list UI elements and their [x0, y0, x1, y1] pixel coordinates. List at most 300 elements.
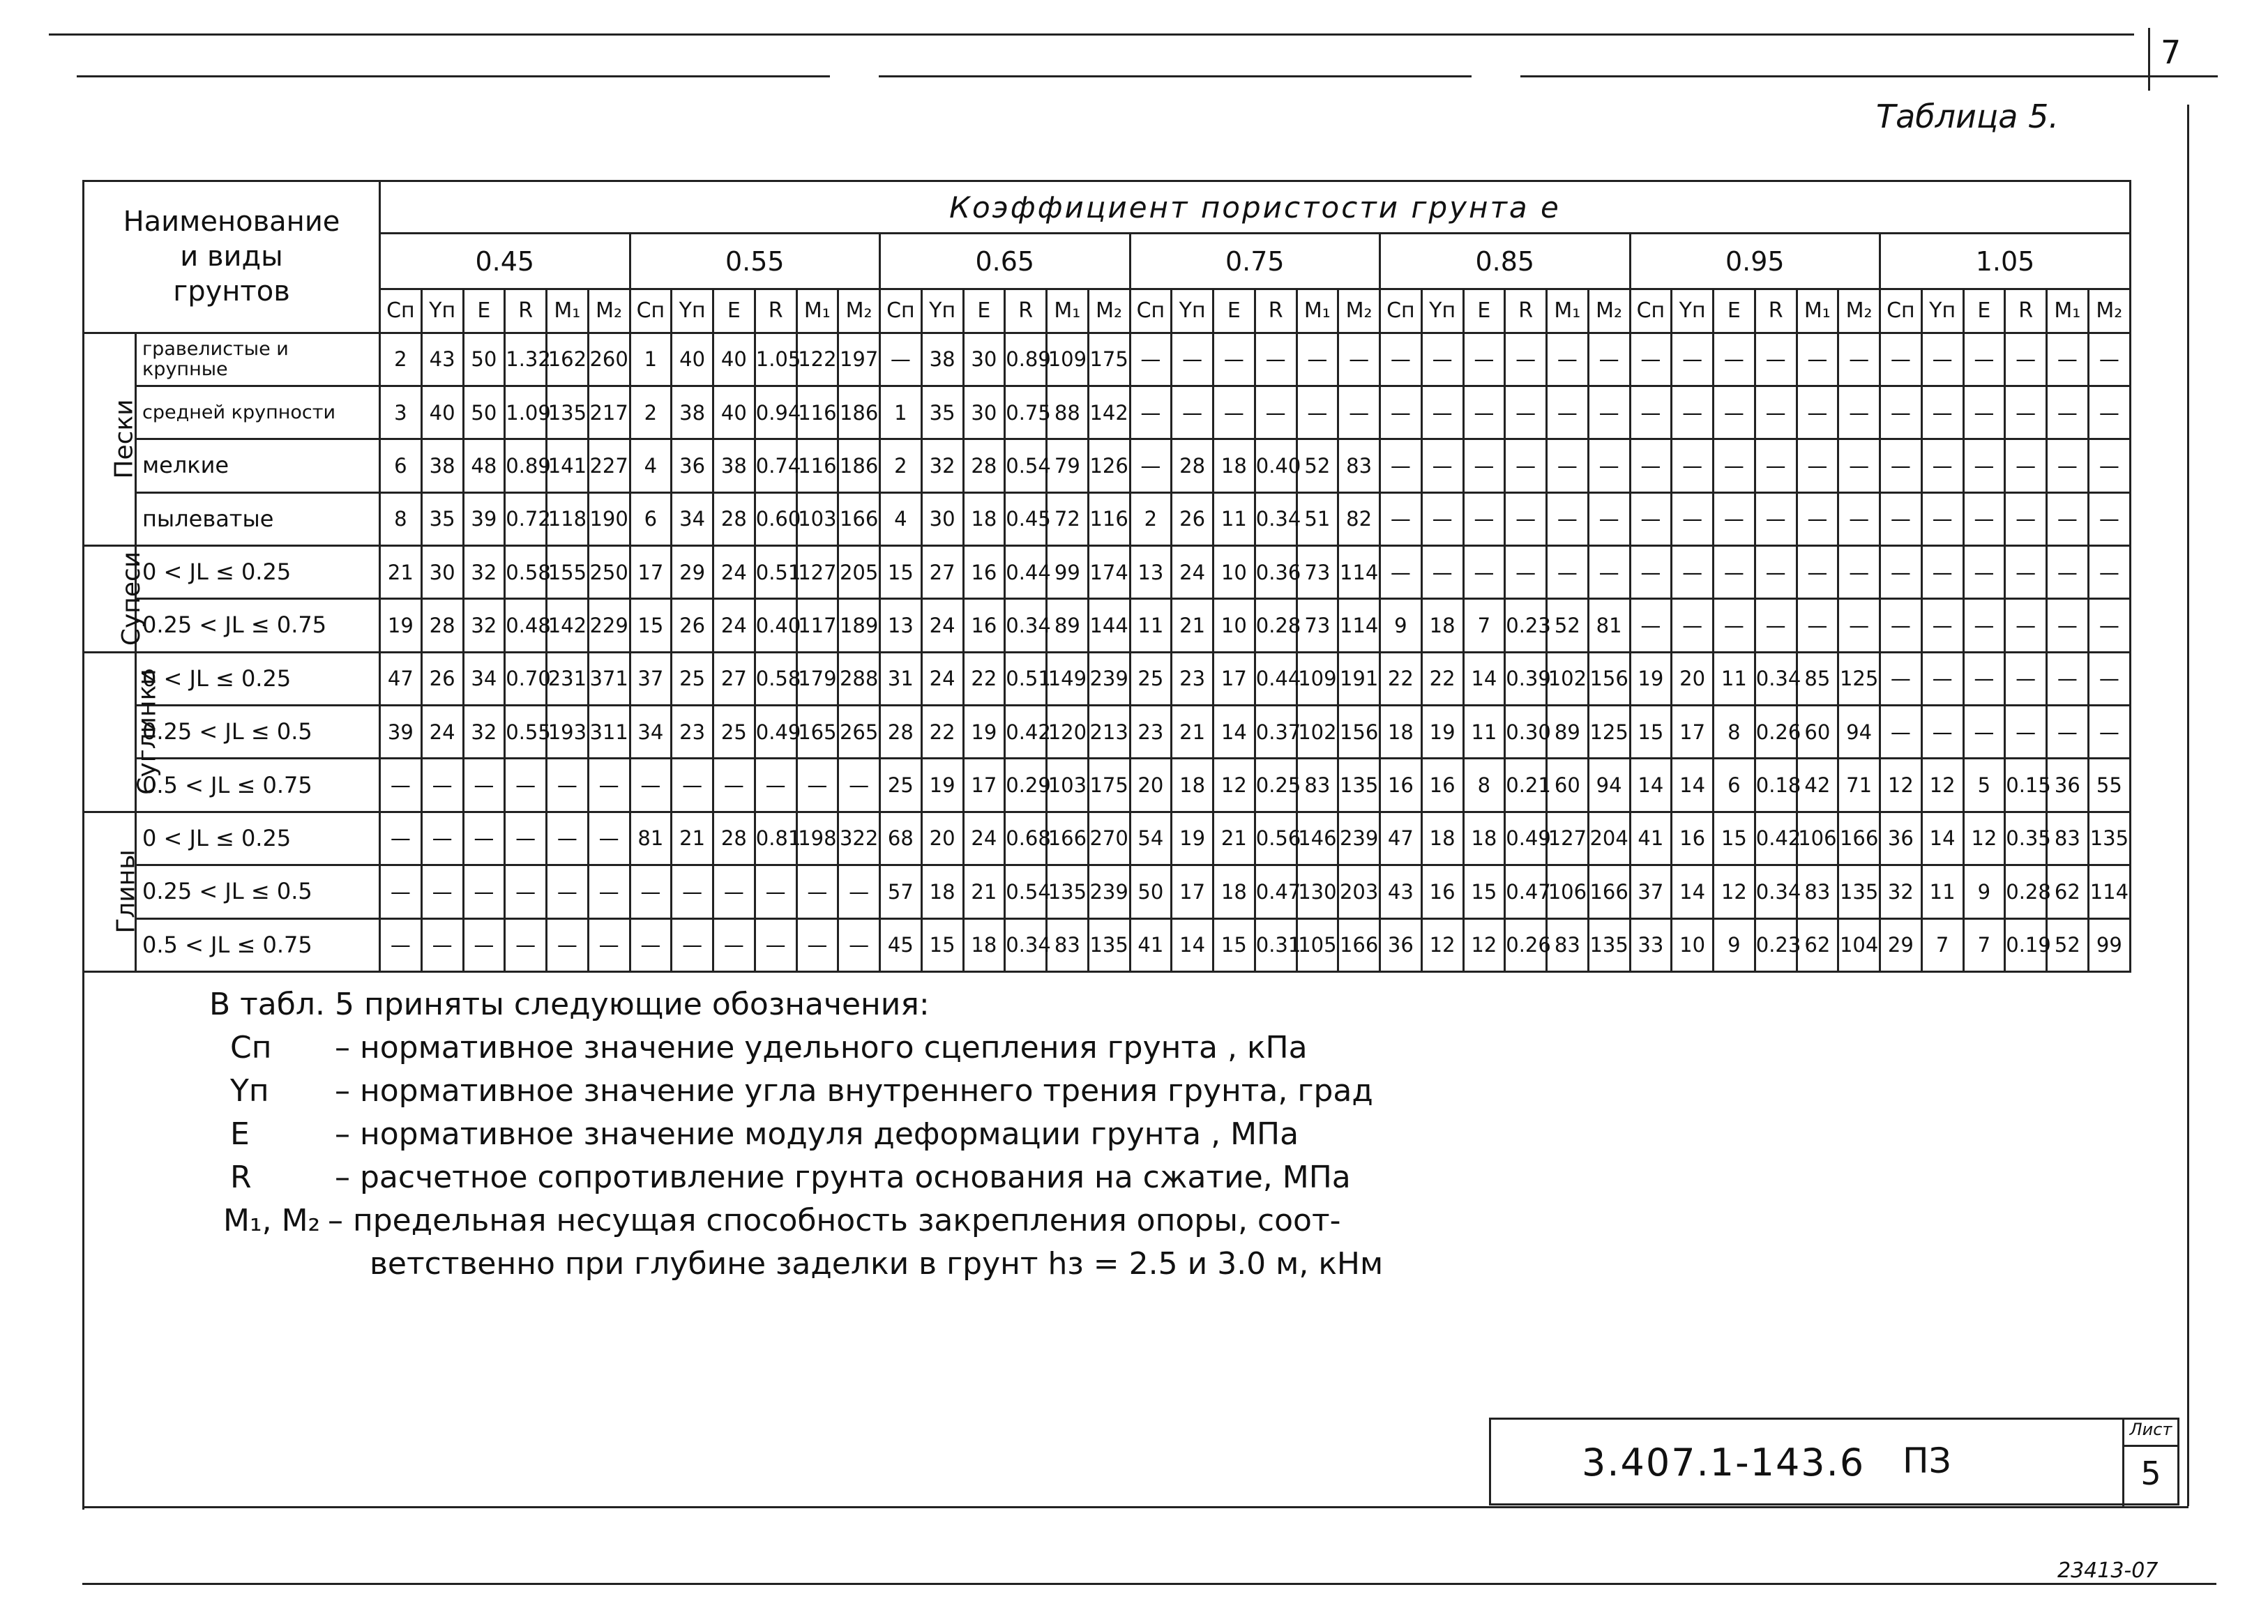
table-cell: 13	[880, 599, 922, 652]
table-cell: 24	[921, 599, 963, 652]
table-cell: 0.51	[1005, 652, 1047, 705]
table-cell: —	[588, 812, 630, 865]
table-cell: 8	[1463, 759, 1505, 812]
table-cell: 15	[1214, 918, 1255, 971]
table-cell: 38	[421, 439, 463, 492]
table-cell: —	[1755, 492, 1797, 545]
table-cell: —	[1921, 333, 1963, 386]
table-cell: 37	[630, 652, 672, 705]
table-cell: 40	[713, 333, 755, 386]
table-cell: —	[1547, 546, 1589, 599]
table-cell: —	[2047, 652, 2089, 705]
table-cell: —	[1672, 599, 1714, 652]
table-cell: 18	[1172, 759, 1214, 812]
table-cell: —	[1921, 546, 1963, 599]
table-cell: —	[588, 759, 630, 812]
table-cell: 0.56	[1255, 812, 1296, 865]
param-header: M₂	[838, 289, 880, 333]
table-cell: 18	[1214, 865, 1255, 918]
table-cell: 156	[1338, 706, 1380, 759]
param-header: Cп	[880, 289, 922, 333]
table-cell: 12	[1880, 759, 1922, 812]
table-cell: 26	[421, 652, 463, 705]
table-cell: 32	[463, 599, 505, 652]
table-cell: 175	[1088, 759, 1130, 812]
param-header: Cп	[1880, 289, 1922, 333]
table-cell: 0.89	[1005, 333, 1047, 386]
table-cell: 21	[672, 812, 713, 865]
table-cell: 122	[796, 333, 838, 386]
table-cell: 8	[1714, 706, 1755, 759]
table-cell: —	[2047, 546, 2089, 599]
table-cell: —	[380, 759, 422, 812]
table-cell: 105	[1296, 918, 1338, 971]
table-cell: 47	[380, 652, 422, 705]
table-cell: —	[547, 812, 589, 865]
param-header: M₂	[588, 289, 630, 333]
table-cell: 0.75	[1005, 386, 1047, 439]
table-cell: 130	[1296, 865, 1338, 918]
soil-type-label: 0.5 < JL ≤ 0.75	[136, 918, 380, 971]
table-cell: 0.49	[755, 706, 796, 759]
soil-type-label: гравелистые и крупные	[136, 333, 380, 386]
archive-number: 23413-07	[2057, 1558, 2159, 1583]
soil-group-label: Глины	[84, 812, 136, 971]
table-cell: 0.25	[1255, 759, 1296, 812]
e-value-header: 1.05	[1880, 234, 2131, 289]
soil-group-label: Супеси	[84, 546, 136, 653]
table-cell: —	[2005, 599, 2047, 652]
soil-group-label: Суглинки	[84, 652, 136, 812]
top-rule-1	[49, 33, 2134, 36]
table-cell: —	[672, 865, 713, 918]
param-header: E	[963, 289, 1005, 333]
table-cell: 16	[1421, 865, 1463, 918]
notes-section	[209, 983, 1383, 1286]
soil-type-label: средней крупности	[136, 386, 380, 439]
param-header: M₂	[1338, 289, 1380, 333]
table-cell: 14	[1921, 812, 1963, 865]
table-cell: —	[1963, 333, 2005, 386]
param-header: E	[1963, 289, 2005, 333]
table-cell: 0.34	[1005, 918, 1047, 971]
table-cell: 14	[1463, 652, 1505, 705]
table-cell: 3	[380, 386, 422, 439]
table-cell: 0.28	[2005, 865, 2047, 918]
table-cell: 18	[963, 918, 1005, 971]
table-cell: 22	[1380, 652, 1422, 705]
table-cell: —	[1505, 546, 1547, 599]
table-cell: —	[1963, 386, 2005, 439]
table-cell: —	[463, 918, 505, 971]
title-block-stamp	[1489, 1418, 2179, 1505]
table-cell: 142	[1088, 386, 1130, 439]
table-cell: 32	[463, 546, 505, 599]
table-cell: 186	[838, 386, 880, 439]
table-cell: 205	[838, 546, 880, 599]
table-cell: 106	[1797, 812, 1838, 865]
param-header: Cп	[1130, 289, 1172, 333]
table-cell: 39	[463, 492, 505, 545]
table-cell: —	[755, 918, 796, 971]
soil-type-label: 0.25 < JL ≤ 0.5	[136, 706, 380, 759]
table-cell: 239	[1088, 865, 1130, 918]
table-cell: —	[1421, 492, 1463, 545]
table-cell: 1	[630, 333, 672, 386]
table-cell: 60	[1547, 759, 1589, 812]
table-cell: 28	[880, 706, 922, 759]
table-cell: 15	[1463, 865, 1505, 918]
table-cell: 144	[1088, 599, 1130, 652]
table-row	[84, 386, 2131, 439]
table-cell: —	[1130, 386, 1172, 439]
table-cell: 0.36	[1255, 546, 1296, 599]
table-cell: 11	[1921, 865, 1963, 918]
e-value-header: 0.65	[880, 234, 1131, 289]
table-cell: 52	[2047, 918, 2089, 971]
bottom-rule	[82, 1506, 2188, 1508]
table-cell: —	[630, 865, 672, 918]
table-cell: —	[1547, 333, 1589, 386]
table-cell: 11	[1214, 492, 1255, 545]
table-cell: —	[1672, 386, 1714, 439]
table-cell: 62	[2047, 865, 2089, 918]
table-cell: —	[1838, 599, 1880, 652]
table-cell: 68	[880, 812, 922, 865]
param-header: R	[2005, 289, 2047, 333]
table-cell: —	[838, 865, 880, 918]
table-cell: —	[547, 865, 589, 918]
table-cell: 2	[1130, 492, 1172, 545]
table-cell: —	[1838, 546, 1880, 599]
table-cell: 21	[380, 546, 422, 599]
table-cell: 72	[1047, 492, 1089, 545]
table-cell: —	[796, 759, 838, 812]
table-cell: 0.19	[2005, 918, 2047, 971]
table-cell: —	[1588, 546, 1630, 599]
table-cell: 127	[796, 546, 838, 599]
table-cell: 12	[1463, 918, 1505, 971]
table-cell: 12	[1421, 918, 1463, 971]
table-cell: —	[1797, 333, 1838, 386]
table-cell: —	[1172, 333, 1214, 386]
table-row	[84, 918, 2131, 971]
e-value-header: 0.45	[380, 234, 630, 289]
table-cell: 125	[1588, 706, 1630, 759]
table-cell: 9	[1714, 918, 1755, 971]
table-cell: —	[1755, 439, 1797, 492]
table-cell: 18	[963, 492, 1005, 545]
table-cell: 22	[921, 706, 963, 759]
soil-type-label: 0.25 < JL ≤ 0.5	[136, 865, 380, 918]
table-cell: —	[2047, 386, 2089, 439]
table-cell: 88	[1047, 386, 1089, 439]
table-cell: 116	[1088, 492, 1130, 545]
table-cell: —	[1714, 333, 1755, 386]
table-cell: 83	[1338, 439, 1380, 492]
table-cell: 229	[588, 599, 630, 652]
table-cell: —	[2088, 333, 2130, 386]
table-cell: —	[2005, 333, 2047, 386]
table-cell: 21	[1172, 599, 1214, 652]
table-cell: 11	[1463, 706, 1505, 759]
table-row	[84, 652, 2131, 705]
table-cell: 21	[963, 865, 1005, 918]
document-type: ПЗ	[1903, 1441, 1951, 1481]
table-cell: 94	[1838, 706, 1880, 759]
table-cell: 94	[1588, 759, 1630, 812]
table-cell: 36	[1380, 918, 1422, 971]
table-cell: —	[1255, 333, 1296, 386]
table-cell: —	[463, 812, 505, 865]
table-cell: —	[1463, 492, 1505, 545]
table-cell: 102	[1547, 652, 1589, 705]
table-cell: —	[1380, 439, 1422, 492]
table-cell: 25	[672, 652, 713, 705]
table-cell: 35	[421, 492, 463, 545]
param-header: M₁	[547, 289, 589, 333]
table-cell: 24	[963, 812, 1005, 865]
table-cell: 146	[1296, 812, 1338, 865]
table-cell: —	[1755, 546, 1797, 599]
table-cell: 18	[1380, 706, 1422, 759]
table-cell: 12	[1214, 759, 1255, 812]
table-cell: —	[1672, 546, 1714, 599]
table-cell: 19	[380, 599, 422, 652]
table-cell: —	[1963, 439, 2005, 492]
soil-properties-table	[82, 180, 2131, 973]
table-cell: —	[1672, 439, 1714, 492]
table-cell: —	[2005, 546, 2047, 599]
e-value-header: 0.55	[630, 234, 880, 289]
sheet-box	[2122, 1420, 2177, 1508]
table-cell: 166	[1047, 812, 1089, 865]
table-cell: —	[1921, 439, 1963, 492]
table-cell: 227	[588, 439, 630, 492]
table-cell: 174	[1088, 546, 1130, 599]
table-cell: —	[1921, 599, 1963, 652]
table-cell: 47	[1380, 812, 1422, 865]
table-cell: 36	[2047, 759, 2089, 812]
table-cell: 156	[1588, 652, 1630, 705]
table-cell: 55	[2088, 759, 2130, 812]
table-cell: 62	[1797, 918, 1838, 971]
table-cell: —	[713, 759, 755, 812]
table-cell: —	[1505, 492, 1547, 545]
table-cell: 52	[1547, 599, 1589, 652]
param-header: E	[1214, 289, 1255, 333]
table-cell: 0.51	[755, 546, 796, 599]
table-cell: 186	[838, 439, 880, 492]
table-cell: —	[547, 918, 589, 971]
table-cell: —	[1797, 599, 1838, 652]
table-cell: 18	[1421, 599, 1463, 652]
table-cell: 14	[1214, 706, 1255, 759]
table-cell: —	[880, 333, 922, 386]
table-cell: 32	[1880, 865, 1922, 918]
table-cell: 166	[1838, 812, 1880, 865]
table-cell: —	[1963, 546, 2005, 599]
sheet-label: Лист	[2124, 1420, 2177, 1447]
table-cell: 2	[380, 333, 422, 386]
table-cell: —	[2088, 386, 2130, 439]
table-cell: 0.58	[505, 546, 547, 599]
soil-type-label: 0.25 < JL ≤ 0.75	[136, 599, 380, 652]
table-cell: 179	[796, 652, 838, 705]
table-cell: 13	[1130, 546, 1172, 599]
table-cell: —	[1421, 546, 1463, 599]
table-cell: 0.40	[1255, 439, 1296, 492]
table-cell: 1	[880, 386, 922, 439]
table-cell: —	[2005, 492, 2047, 545]
table-cell: —	[1172, 386, 1214, 439]
table-cell: 7	[1463, 599, 1505, 652]
table-cell: 1.09	[505, 386, 547, 439]
table-cell: —	[1797, 386, 1838, 439]
param-header: Cп	[1380, 289, 1422, 333]
table-cell: 16	[1672, 812, 1714, 865]
table-cell: 109	[1296, 652, 1338, 705]
table-cell: 20	[1672, 652, 1714, 705]
table-cell: —	[1505, 333, 1547, 386]
table-cell: —	[630, 759, 672, 812]
table-cell: 20	[921, 812, 963, 865]
table-cell: 83	[2047, 812, 2089, 865]
table-cell: —	[1463, 439, 1505, 492]
table-cell: 0.35	[2005, 812, 2047, 865]
table-cell: —	[1880, 652, 1922, 705]
table-cell: —	[421, 759, 463, 812]
table-cell: 0.37	[1255, 706, 1296, 759]
table-cell: —	[2088, 599, 2130, 652]
param-header: E	[1714, 289, 1755, 333]
table-cell: —	[1588, 386, 1630, 439]
table-cell: 9	[1380, 599, 1422, 652]
table-cell: —	[1421, 386, 1463, 439]
table-cell: —	[1380, 386, 1422, 439]
table-cell: 73	[1296, 599, 1338, 652]
table-cell: —	[1755, 386, 1797, 439]
table-cell: 89	[1047, 599, 1089, 652]
table-cell: —	[2088, 492, 2130, 545]
page-number: 7	[2161, 33, 2182, 71]
table-cell: —	[1380, 546, 1422, 599]
table-cell: 30	[963, 386, 1005, 439]
table-cell: —	[713, 918, 755, 971]
table-cell: 0.34	[1755, 652, 1797, 705]
table-cell: 0.34	[1255, 492, 1296, 545]
table-cell: —	[713, 865, 755, 918]
table-cell: —	[1838, 439, 1880, 492]
table-cell: 135	[1838, 865, 1880, 918]
table-cell: —	[1255, 386, 1296, 439]
param-header: Yп	[921, 289, 963, 333]
param-header: Cп	[630, 289, 672, 333]
table-cell: 0.23	[1755, 918, 1797, 971]
table-cell: 50	[463, 386, 505, 439]
soil-type-label: мелкие	[136, 439, 380, 492]
table-cell: 204	[1588, 812, 1630, 865]
table-cell: 12	[1714, 865, 1755, 918]
table-cell: 0.26	[1505, 918, 1547, 971]
table-cell: 203	[1338, 865, 1380, 918]
table-cell: 30	[921, 492, 963, 545]
table-cell: —	[672, 759, 713, 812]
table-cell: —	[1130, 333, 1172, 386]
table-cell: 125	[1838, 652, 1880, 705]
footer-rule	[82, 1583, 2216, 1585]
table-cell: 12	[1921, 759, 1963, 812]
table-cell: 32	[463, 706, 505, 759]
table-cell: —	[505, 918, 547, 971]
table-cell: —	[2005, 706, 2047, 759]
param-header: Yп	[1672, 289, 1714, 333]
table-cell: 32	[921, 439, 963, 492]
table-cell: 0.39	[1505, 652, 1547, 705]
table-cell: 0.29	[1005, 759, 1047, 812]
table-cell: —	[1630, 386, 1672, 439]
table-cell: —	[1130, 439, 1172, 492]
table-cell: 103	[796, 492, 838, 545]
param-header: M₁	[2047, 289, 2089, 333]
notes-intro: В табл. 5 приняты следующие обозначения:	[209, 987, 930, 1022]
table-cell: —	[2088, 706, 2130, 759]
table-cell: 142	[547, 599, 589, 652]
table-cell: —	[2047, 439, 2089, 492]
table-cell: 17	[1214, 652, 1255, 705]
table-cell: 260	[588, 333, 630, 386]
table-cell: 117	[796, 599, 838, 652]
table-row	[84, 706, 2131, 759]
table-cell: 0.47	[1505, 865, 1547, 918]
table-cell: 33	[1630, 918, 1672, 971]
table-cell: —	[1296, 386, 1338, 439]
param-header: E	[713, 289, 755, 333]
table-cell: —	[463, 759, 505, 812]
table-cell: 114	[1338, 599, 1380, 652]
table-cell: 0.47	[1255, 865, 1296, 918]
table-row	[84, 812, 2131, 865]
table-cell: 5	[1963, 759, 2005, 812]
table-cell: 34	[463, 652, 505, 705]
note-item: R – расчетное сопротивление грунта основания на сжатие, МПа	[230, 1160, 1351, 1195]
table-cell: 40	[421, 386, 463, 439]
soil-type-label: 0 < JL ≤ 0.25	[136, 812, 380, 865]
table-cell: 15	[880, 546, 922, 599]
table-cell: 23	[1130, 706, 1172, 759]
table-cell: 239	[1088, 652, 1130, 705]
table-cell: —	[1296, 333, 1338, 386]
param-header: Yп	[672, 289, 713, 333]
table-cell: 17	[963, 759, 1005, 812]
table-cell: 36	[672, 439, 713, 492]
param-header: M₂	[1588, 289, 1630, 333]
table-cell: —	[1714, 546, 1755, 599]
table-cell: —	[588, 918, 630, 971]
table-cell: 103	[1047, 759, 1089, 812]
table-cell: —	[588, 865, 630, 918]
table-cell: —	[1797, 492, 1838, 545]
table-cell: 26	[672, 599, 713, 652]
table-cell: 60	[1797, 706, 1838, 759]
table-cell: 85	[1797, 652, 1838, 705]
table-cell: —	[796, 865, 838, 918]
table-cell: 24	[713, 546, 755, 599]
table-cell: 0.55	[505, 706, 547, 759]
table-cell: 21	[1214, 812, 1255, 865]
table-cell: 40	[713, 386, 755, 439]
table-cell: 4	[880, 492, 922, 545]
